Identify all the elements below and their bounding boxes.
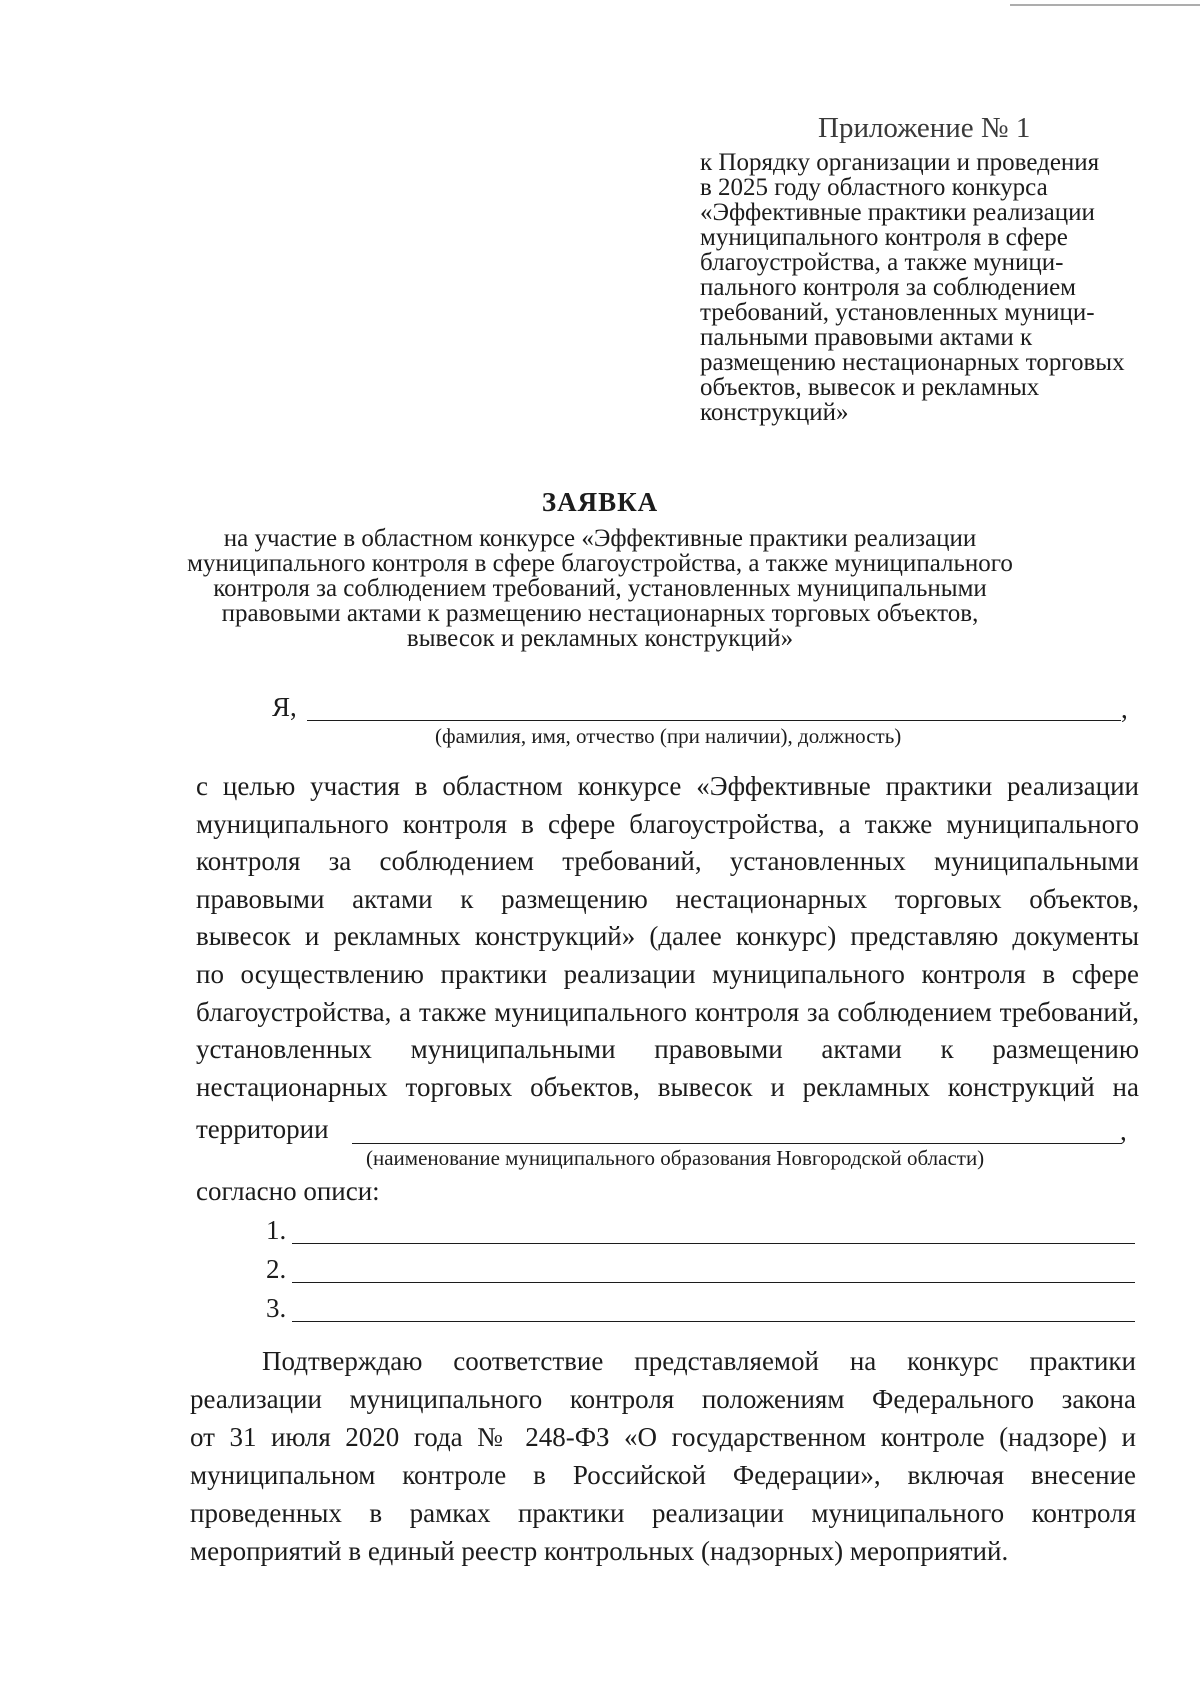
territory-label: территории — [196, 1114, 329, 1144]
territory-caption: (наименование муниципального образования Новгородской области) — [366, 1146, 985, 1170]
appendix-line: благоустройства, а также муници- — [700, 249, 1064, 276]
appendix-line: в 2025 году областного конкурса — [700, 174, 1048, 201]
inventory-number: 1. — [266, 1215, 287, 1245]
inventory-field-3[interactable] — [292, 1321, 1135, 1322]
body-line: муниципального контроля в сфере благоустройства, а также муниципального — [196, 808, 1139, 839]
appendix-line: конструкций» — [700, 399, 849, 426]
scan-edge-line — [1010, 4, 1200, 6]
confirmation-line: проведенных в рамках практики реализации муниципального контроля — [190, 1498, 1136, 1528]
body-line: благоустройства, а также муниципального контроля за соблюдением требований, — [196, 996, 1139, 1027]
inventory-field-1[interactable] — [292, 1243, 1135, 1244]
appendix-reference — [700, 150, 1140, 425]
body-line: правовыми актами к размещению нестационарных торговых объектов, — [196, 883, 1139, 914]
confirmation-line: муниципальном контроле в Российской Федерации», включая внесение — [190, 1460, 1136, 1490]
appendix-line: пального контроля за соблюдением — [700, 274, 1077, 301]
applicant-name-field[interactable] — [307, 720, 1121, 721]
appendix-line: «Эффективные практики реализации — [700, 199, 1095, 226]
inventory-number: 2. — [266, 1254, 287, 1284]
body-line: контроля за соблюдением требований, установленных муниципальными — [196, 846, 1139, 877]
confirmation-line: от 31 июля 2020 года № 248-ФЗ «О государственном контроле (надзоре) и — [190, 1422, 1136, 1452]
subtitle-line: вывесок и рекламных конструкций» — [406, 625, 794, 652]
subtitle-line: контроля за соблюдением требований, установленных муниципальными — [213, 575, 987, 602]
appendix-line: к Порядку организации и проведения — [700, 149, 1100, 176]
body-line: по осуществлению практики реализации муниципального контроля в сфере — [196, 958, 1139, 989]
confirmation-line: реализации муниципального контроля положениям Федерального закона — [190, 1384, 1136, 1414]
body-line: вывесок и рекламных конструкций» (далее конкурс) представляю документы — [196, 921, 1139, 952]
inventory-label: согласно описи: — [196, 1176, 380, 1206]
document-subtitle — [150, 526, 1050, 651]
inventory-field-2[interactable] — [292, 1282, 1135, 1283]
confirmation-line: мероприятий в единый реестр контрольных (надзорных) мероприятий. — [190, 1536, 1009, 1566]
body-line: установленных муниципальными правовыми актами к размещению — [196, 1034, 1139, 1065]
subtitle-line: на участие в областном конкурсе «Эффективные практики реализации — [223, 525, 977, 552]
confirmation-paragraph — [190, 1342, 1136, 1570]
appendix-line: объектов, вывесок и рекламных — [700, 374, 1040, 401]
territory-field[interactable] — [352, 1143, 1122, 1144]
document-title: ЗАЯВКА — [541, 487, 659, 517]
applicant-suffix: , — [1121, 694, 1128, 724]
body-line: с целью участия в областном конкурсе «Эффективные практики реализации — [196, 771, 1139, 801]
appendix-line: требований, установленных муници- — [700, 299, 1095, 326]
territory-suffix: , — [1120, 1116, 1127, 1146]
subtitle-line: муниципального контроля в сфере благоустройства, а также муниципального — [187, 550, 1013, 577]
appendix-line: пальными правовыми актами к — [700, 324, 1033, 351]
body-line: нестационарных торговых объектов, вывесок и рекламных конструкций на — [196, 1071, 1139, 1102]
applicant-caption: (фамилия, имя, отчество (при наличии), должность) — [435, 724, 902, 748]
appendix-line: размещению нестационарных торговых — [700, 349, 1125, 376]
appendix-title: Приложение № 1 — [818, 112, 1031, 144]
body-paragraph — [196, 768, 1139, 1106]
applicant-prefix: Я, — [272, 692, 297, 722]
appendix-line: муниципального контроля в сфере — [700, 224, 1068, 251]
confirmation-line: Подтверждаю соответствие представляемой на конкурс практики — [262, 1346, 1136, 1376]
inventory-number: 3. — [266, 1293, 287, 1323]
subtitle-line: правовыми актами к размещению нестационарных торговых объектов, — [221, 600, 979, 627]
